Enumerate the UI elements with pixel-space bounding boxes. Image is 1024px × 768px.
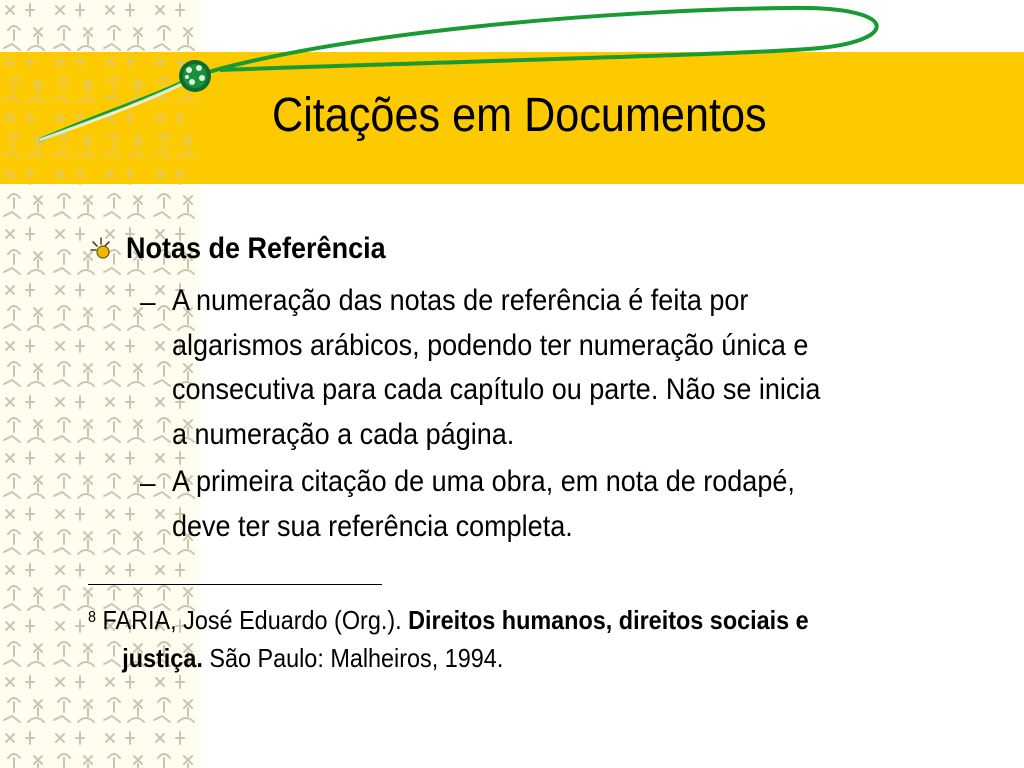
item-line: A numeração das notas de referência é feita por <box>172 284 749 317</box>
sparkle-bullet-icon <box>88 236 114 262</box>
footnote-title: Direitos humanos, direitos sociais e <box>408 605 809 635</box>
footnote-separator <box>88 584 382 585</box>
footnote <box>88 601 809 677</box>
slide-title: Citações em Documentos <box>272 89 767 142</box>
globe-ornament-icon <box>179 60 211 92</box>
item-dash: – <box>140 286 156 317</box>
footnote-line <box>88 639 809 677</box>
footnote-line <box>88 601 809 639</box>
list-item <box>172 279 820 457</box>
footnote-lead: FARIA, José Eduardo (Org.). <box>96 605 409 635</box>
item-line: consecutiva para cada capítulo ou parte. Não se inicia <box>172 373 821 406</box>
list-item <box>172 460 795 549</box>
footnote-title-end: justiça. <box>122 643 203 673</box>
bullet-heading: Notas de Referência <box>126 232 386 265</box>
item-dash: – <box>140 467 156 498</box>
footnote-tail: São Paulo: Malheiros, 1994. <box>202 643 504 673</box>
item-line: A primeira citação de uma obra, em nota de rodapé, <box>172 465 795 498</box>
item-line: a numeração a cada página. <box>172 417 515 451</box>
item-line: algarismos arábicos, podendo ter numeração única e <box>172 328 809 362</box>
item-line: deve ter sua referência completa. <box>172 509 573 543</box>
footnote-number: 8 <box>88 609 97 626</box>
